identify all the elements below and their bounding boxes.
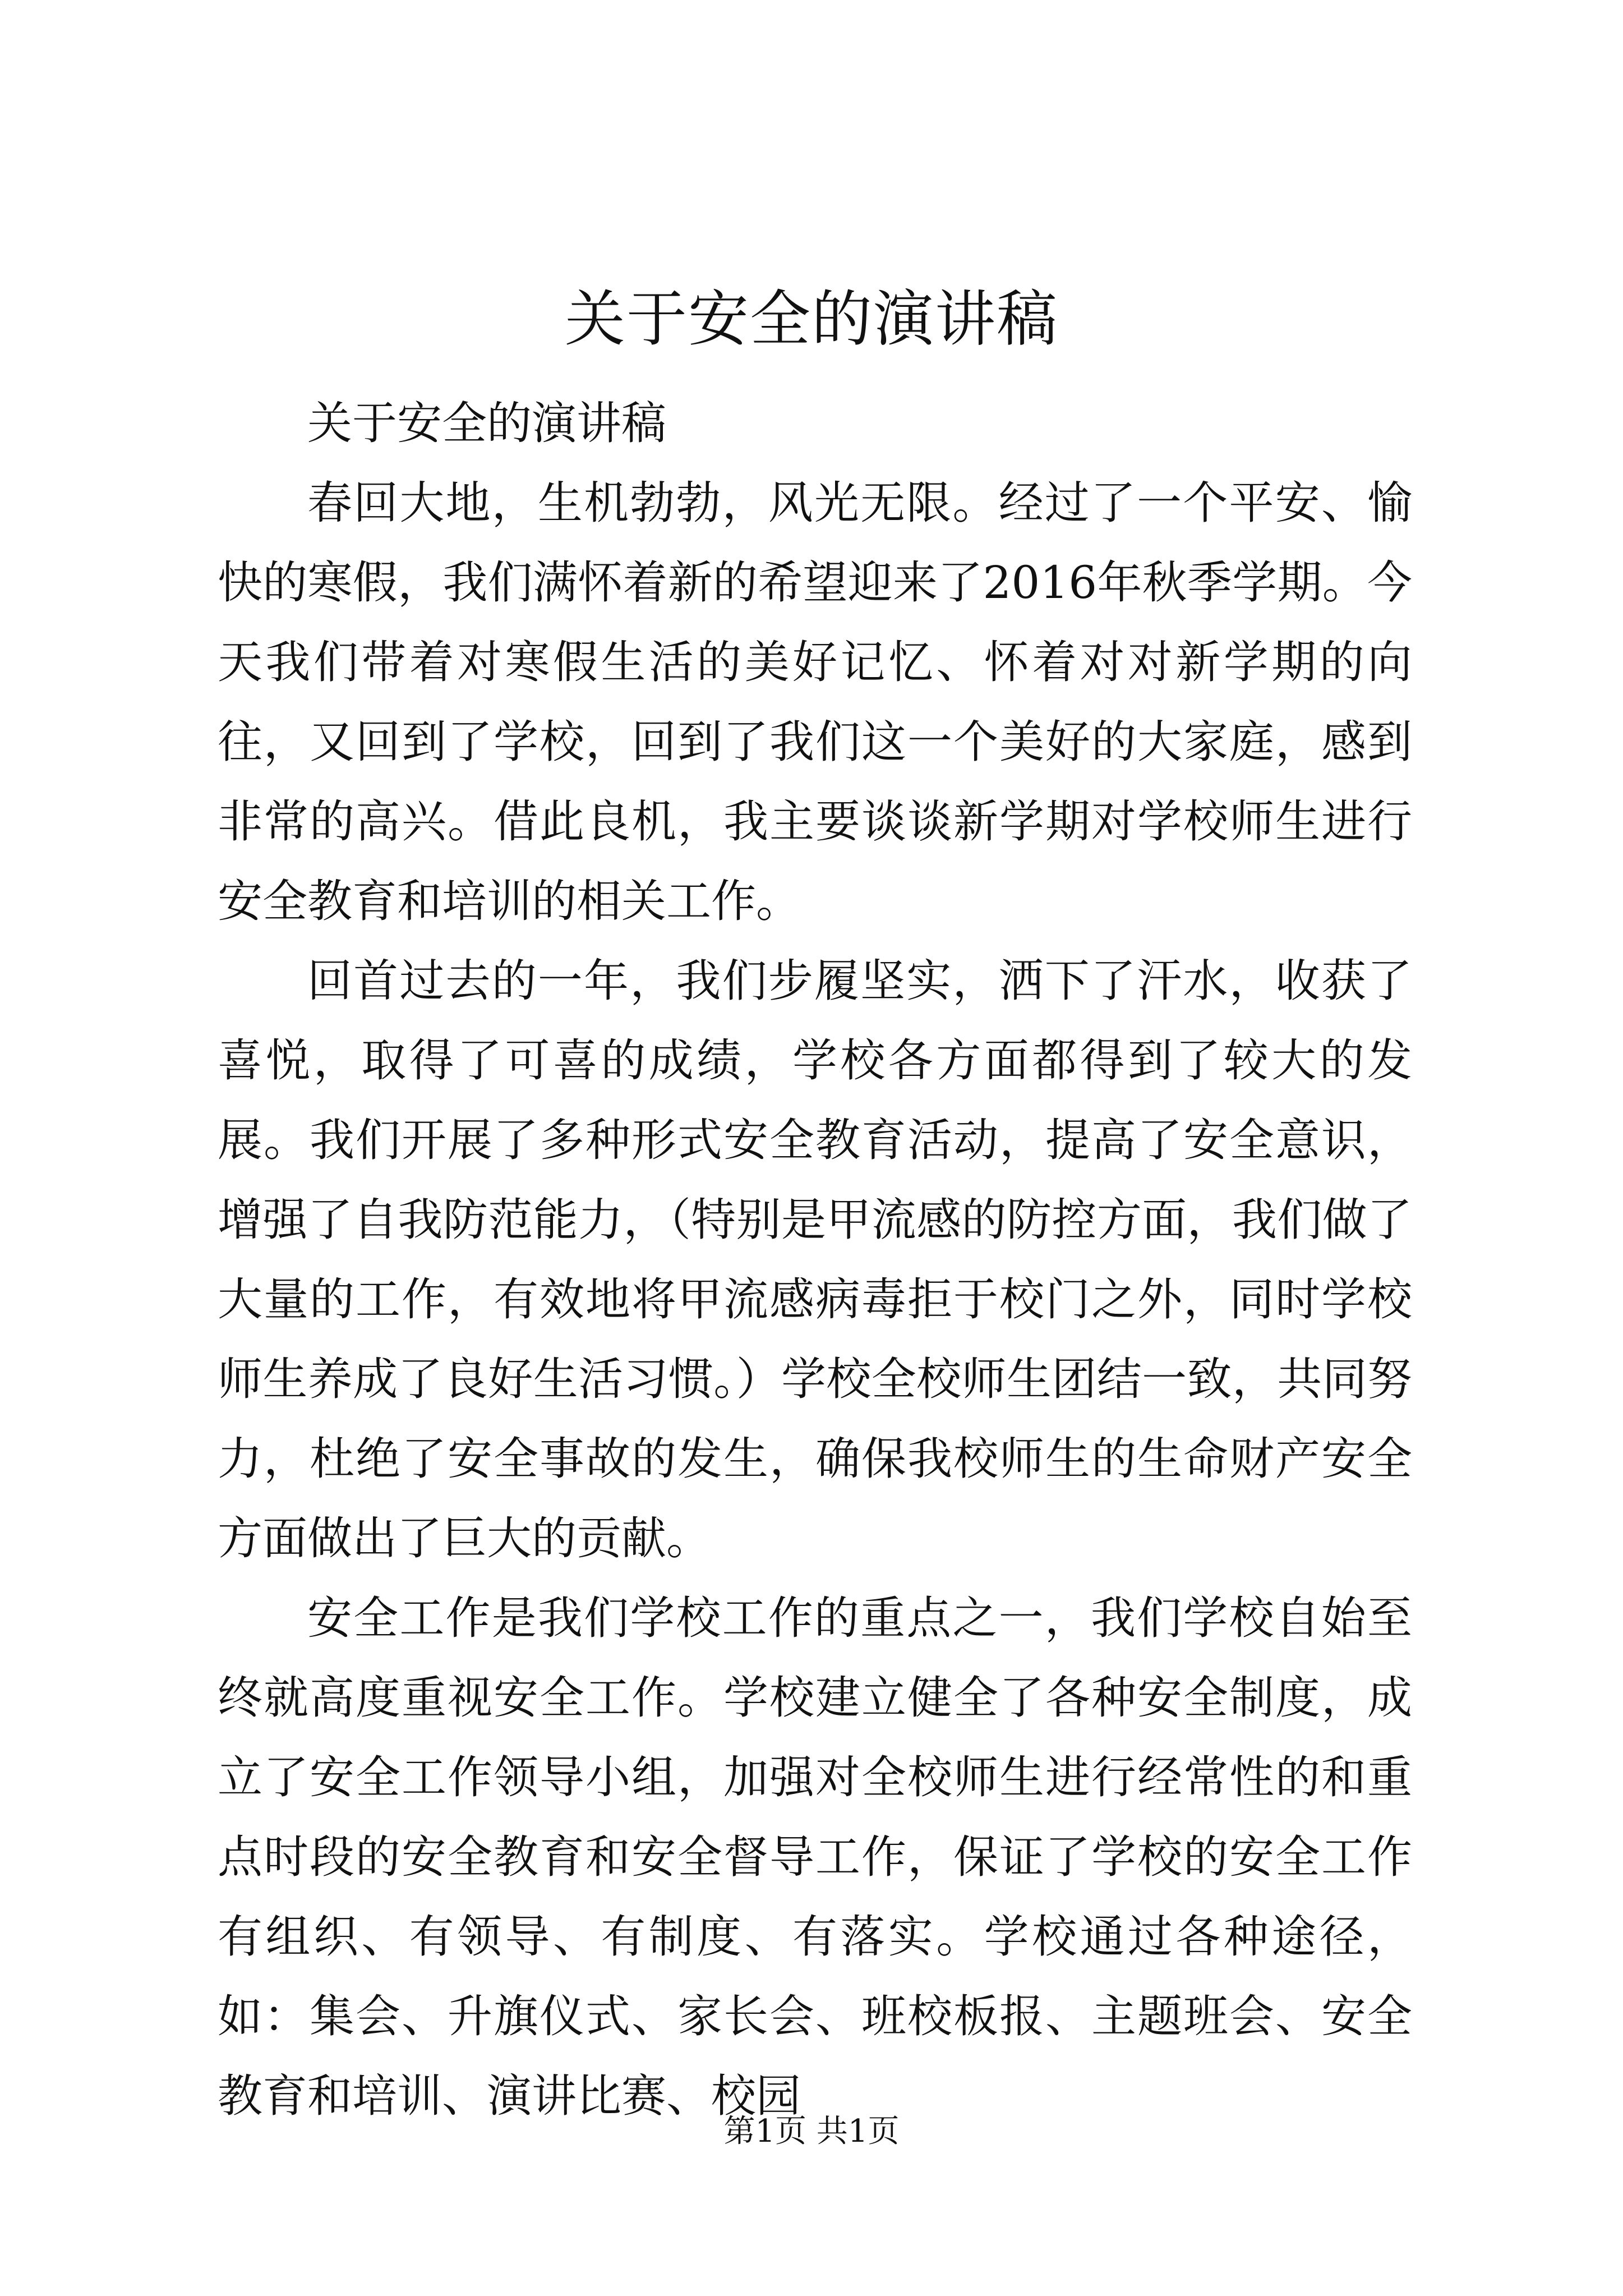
paragraph: 春回大地，生机勃勃，风光无限。经过了一个平安、愉快的寒假，我们满怀着新的希望迎来了2016年秋季学期。今天我们带着对寒假生活的美好记忆、怀着对对新学期的向往，又回到了学校，回到了我们这一个美好的大家庭，感到非常的高兴。借此良机，我主要谈谈新学期对学校师生进行安全教育和培训的相关工作。 [218, 477, 1412, 927]
page-footer: 第1页 共1页 [723, 2113, 900, 2150]
paragraph: 回首过去的一年，我们步履坚实，洒下了汗水，收获了喜悦，取得了可喜的成绩，学校各方面都得到了较大的发展。我们开展了多种形式安全教育活动，提高了安全意识，增强了自我防范能力，（特别是甲流感的防控方面，我们做了大量的工作，有效地将甲流感病毒拒于校门之外，同时学校师生养成了良好生活习惯。）学校全校师生团结一致，共同努力，杜绝了安全事故的发生，确保我校师生的生命财产安全方面做出了巨大的贡献。 [218, 955, 1412, 1565]
document-title: 关于安全的演讲稿 [564, 284, 1058, 355]
paragraph: 关于安全的演讲稿 [307, 397, 666, 449]
paragraph: 安全工作是我们学校工作的重点之一，我们学校自始至终就高度重视安全工作。学校建立健全了各种安全制度，成立了安全工作领导小组，加强对全校师生进行经常性的和重点时段的安全教育和安全督导工作，保证了学校的安全工作有组织、有领导、有制度、有落实。学校通过各种途径，如：集会、升旗仪式、家长会、班校板报、主题班会、安全教育和培训、演讲比赛、校园 [218, 1592, 1412, 2122]
document-body [218, 384, 1412, 2136]
